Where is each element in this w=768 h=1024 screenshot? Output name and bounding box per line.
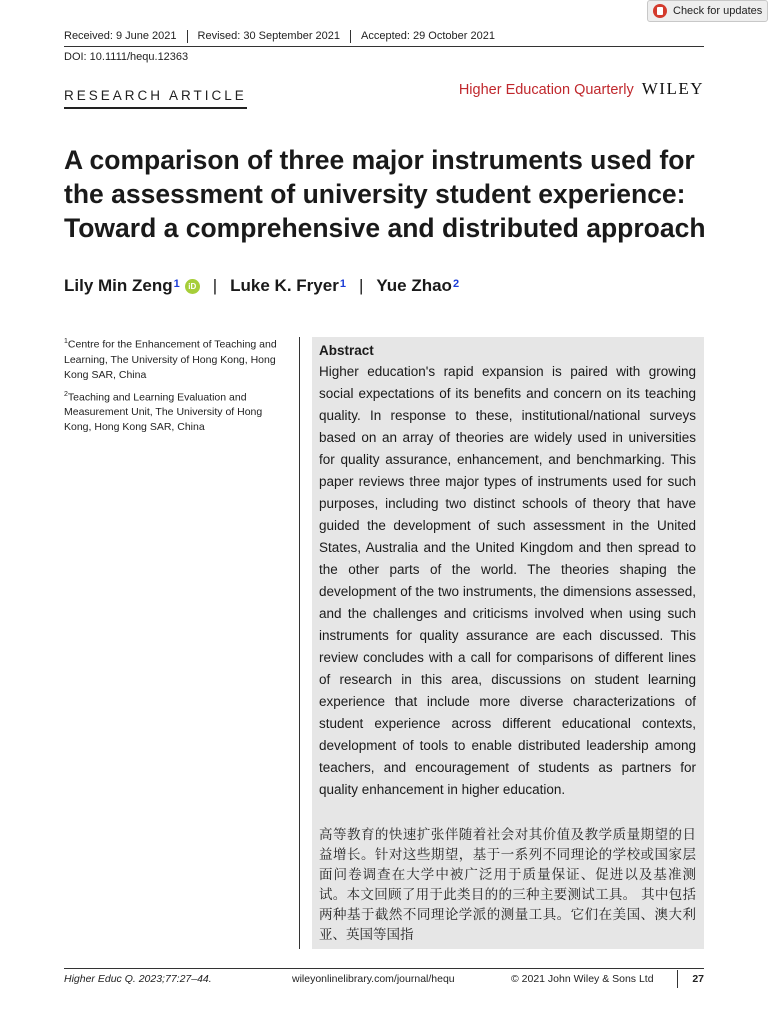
abstract-text: Higher education's rapid expansion is paired with growing social expectations of its benefits and concern on its teaching quality. In response to these, institutional/national surveys based on an array of theories are widely used in universities for quality assurance, enhancement, and benchmarking. This paper reviews three major types of instruments used for such purposes, including two distinct schools of theory that have guided the development of such assessment in the United States, Australia and the United Kingdom and then spread to the other parts of the world. The theories shaping the development of the two instruments, the dimensions assessed, and the challenges and criticisms involved when using such instruments for quality assurance are each discussed. This review concludes with a call for comparisons of different lines of research in this area, discussions on student learning experience that include more diverse characterizations of student experience across different educational contexts, development of tools to enable distributed leadership among teachers, and encouragement of students as partners for quality enhancement in higher education.	[319, 364, 696, 797]
footer-copyright: © 2021 John Wiley & Sons Ltd	[511, 973, 654, 985]
author-separator: |	[358, 276, 364, 295]
check-for-updates-button[interactable]	[647, 0, 768, 22]
footer-journal-url[interactable]: wileyonlinelibrary.com/journal/hequ	[292, 973, 455, 985]
author-separator: |	[212, 276, 218, 295]
column-divider	[299, 337, 300, 949]
received-date: Received: 9 June 2021	[64, 30, 177, 42]
abstract-chinese-text: 高等教育的快速扩张伴随着社会对其价值及教学质量期望的日益增长。针对这些期望，基于一系列不同理论的学校或国家层面问卷调查在大学中被广泛用于质量保证、促进以及基准测试。本文回顾了用于此类目的的三种主要测试工具。 其中包括两种基于截然不同理论学派的测量工具。它们在美国、澳大利亚、英国等国指	[319, 827, 696, 943]
orcid-icon[interactable]: iD	[185, 279, 200, 294]
affiliations	[64, 334, 289, 439]
affiliation-item	[64, 387, 289, 436]
revised-date: Revised: 30 September 2021	[187, 30, 350, 43]
publisher-logo: WILEY	[641, 79, 704, 98]
author-name: Yue Zhao	[376, 276, 452, 295]
affiliation-text: Centre for the Enhancement of Teaching and Learning, The University of Hong Kong, Hong Kong SAR, China	[64, 338, 277, 381]
author-affiliation-mark: 1	[173, 278, 180, 290]
journal-name: Higher Education Quarterly	[458, 82, 634, 98]
abstract-heading: Abstract	[319, 343, 374, 358]
footer-divider-bar	[677, 970, 678, 988]
footer-divider	[64, 968, 704, 969]
doi: DOI: 10.1111/hequ.12363	[64, 51, 189, 63]
article-type: RESEARCH ARTICLE	[64, 88, 247, 109]
footer-citation: Higher Educ Q. 2023;77:27–44.	[64, 973, 212, 985]
author-name: Lily Min Zeng	[64, 276, 173, 295]
accepted-date: Accepted: 29 October 2021	[350, 30, 505, 43]
article-title: A comparison of three major instruments used for the assessment of university student experience: Toward a comprehensive and distributed approach	[64, 145, 706, 243]
publication-dates	[64, 30, 505, 43]
affiliation-number: 2	[64, 390, 68, 398]
journal-masthead	[459, 79, 704, 99]
check-for-updates-label: Check for updates	[673, 5, 763, 17]
affiliation-number: 1	[64, 338, 68, 345]
header-divider	[64, 46, 704, 47]
author-affiliation-mark: 2	[452, 278, 460, 290]
abstract-panel	[312, 337, 704, 949]
author-name: Luke K. Fryer	[230, 276, 339, 295]
author-list	[64, 276, 459, 296]
affiliation-item	[64, 334, 289, 383]
page-footer	[64, 973, 704, 987]
bookmark-icon	[653, 4, 667, 18]
author-affiliation-mark: 1	[339, 278, 346, 290]
affiliation-text: Teaching and Learning Evaluation and Measurement Unit, The University of Hong Kong, Hong Kong SAR, China	[64, 391, 263, 433]
page-number: 27	[692, 973, 704, 985]
